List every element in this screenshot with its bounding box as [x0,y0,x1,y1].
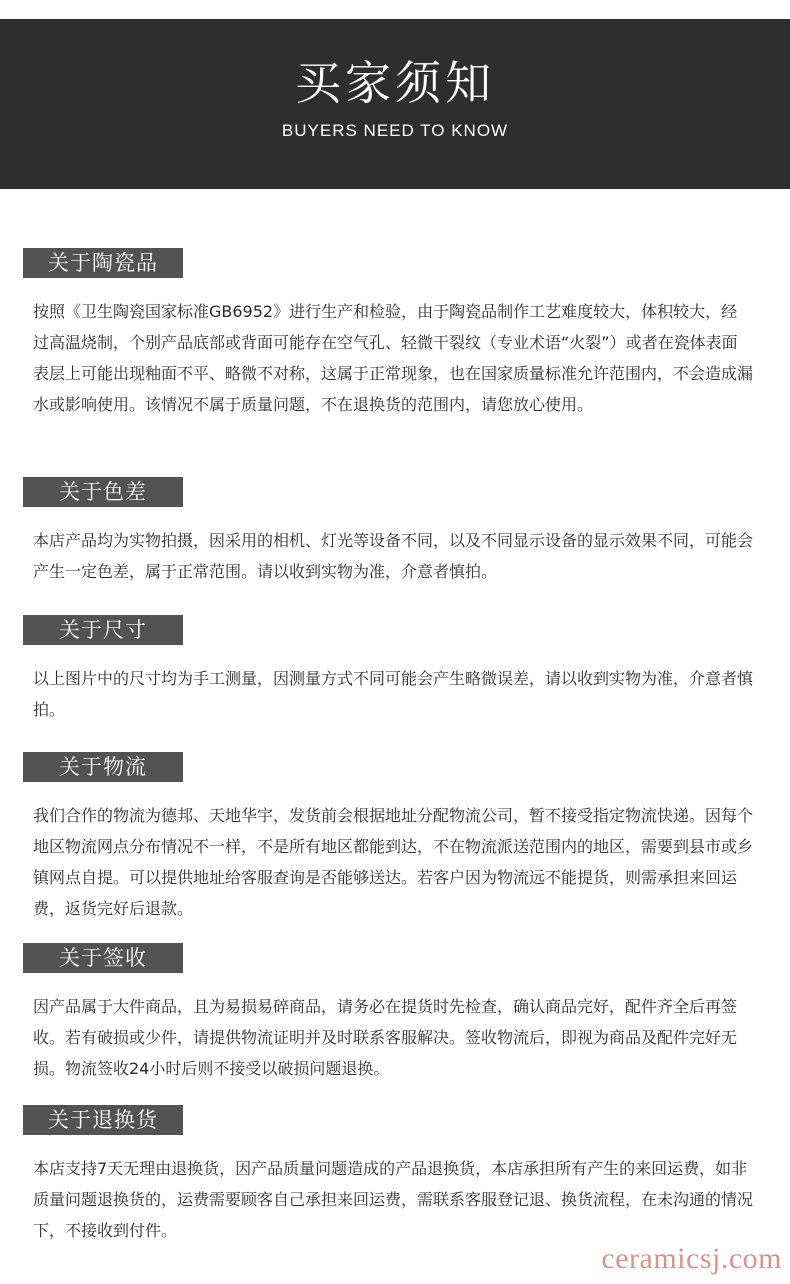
section-body: 本店支持7天无理由退换货，因产品质量问题造成的产品退换货，本店承担所有产生的来回运费，如非质量问题退换货的，运费需要顾客自己承担来回运费，需联系客服登记退、换货流程，在未沟通的情况下，不接收到付件。 [33,1159,754,1240]
section-heading: 关于物流 [23,752,183,782]
section-heading: 关于色差 [23,477,183,507]
page-subtitle: BUYERS NEED TO KNOW [281,121,509,140]
section-body: 我们合作的物流为德邦、天地华宇，发货前会根据地址分配物流公司，暂不接受指定物流快递。因每个地区物流网点分布情况不一样，不是所有地区都能到达，不在物流派送范围内的地区，需要到县市或乡镇网点自提。可以提供地址给客服查询是否能够送达。若客户因为物流远不能提货，则需承担来回运费，返货完好后退款。 [33,806,754,918]
watermark: ceramicsj.com [601,1242,782,1275]
section-body: 因产品属于大件商品，且为易损易碎商品，请务必在提货时先检查，确认商品完好，配件齐全后再签收。若有破损或少件，请提供物流证明并及时联系客服解决。签收物流后，即视为商品及配件完好无损。物流签收24小时后则不接受以破损问题退换。 [33,997,738,1078]
section-heading: 关于尺寸 [23,615,183,645]
page-title: 买家须知 [295,56,495,110]
section-heading: 关于签收 [23,943,183,973]
page-header [0,19,790,189]
section-body: 按照《卫生陶瓷国家标准GB6952》进行生产和检验，由于陶瓷品制作工艺难度较大，体积较大，经过高温烧制，个别产品底部或背面可能存在空气孔、轻微干裂纹（专业术语“火裂”）或者在瓷体表面表层上可能出现釉面不平、略微不对称，这属于正常现象，也在国家质量标准允许范围内，不会造成漏水或影响使用。该情况不属于质量问题，不在退换货的范围内，请您放心使用。 [33,302,754,414]
section-body: 以上图片中的尺寸均为手工测量，因测量方式不同可能会产生略微误差，请以收到实物为准，介意者慎拍。 [33,669,754,719]
section-heading: 关于陶瓷品 [23,248,183,278]
section-body: 本店产品均为实物拍摄，因采用的相机、灯光等设备不同，以及不同显示设备的显示效果不同，可能会产生一定色差，属于正常范围。请以收到实物为准，介意者慎拍。 [33,531,754,581]
section-heading: 关于退换货 [23,1105,183,1135]
